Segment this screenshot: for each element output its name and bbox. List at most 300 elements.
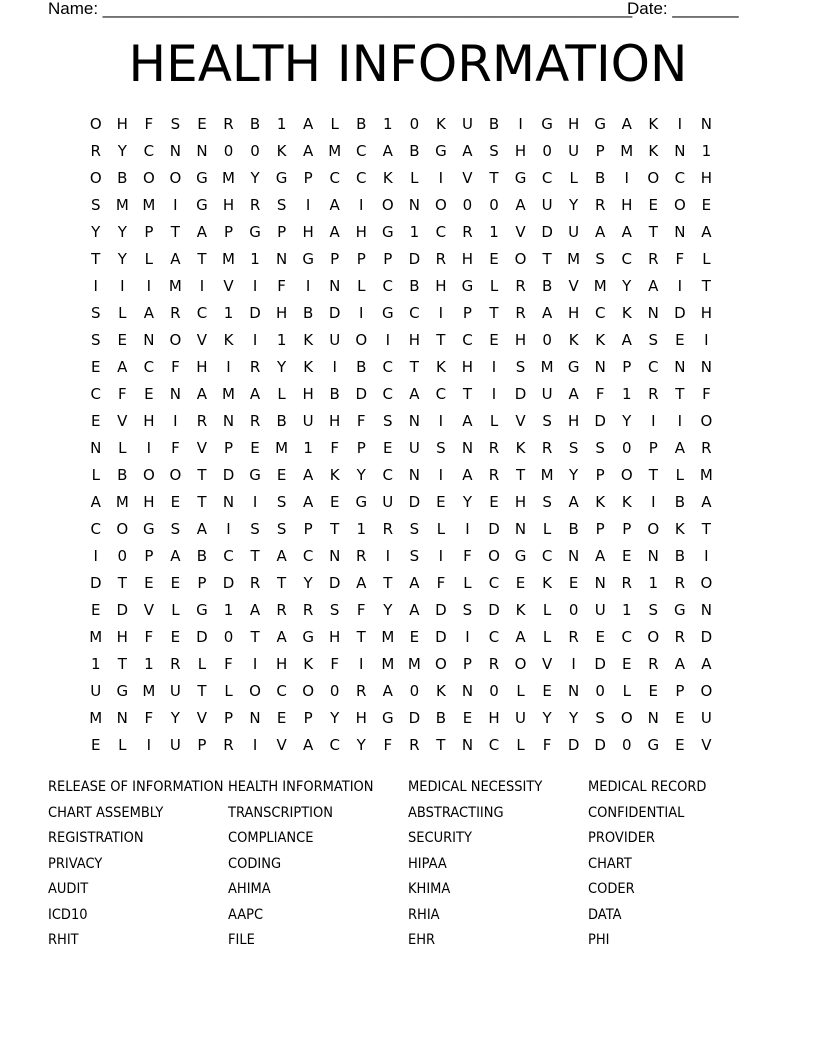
grid-letter[interactable]: R (356, 682, 367, 700)
grid-letter[interactable]: N (461, 439, 474, 457)
grid-letter[interactable]: I (677, 412, 683, 430)
grid-letter[interactable]: L (542, 628, 552, 646)
grid-letter[interactable]: M (381, 628, 395, 646)
grid-letter[interactable]: A (701, 493, 713, 511)
grid-letter[interactable]: T (701, 277, 712, 295)
grid-letter[interactable]: K (621, 304, 633, 322)
grid-letter[interactable]: D (594, 736, 607, 754)
grid-letter[interactable]: K (382, 169, 394, 187)
grid-letter[interactable]: E (489, 250, 500, 268)
grid-letter[interactable]: B (302, 304, 314, 322)
grid-letter[interactable]: A (462, 466, 474, 484)
grid-letter[interactable]: N (116, 709, 129, 727)
grid-letter[interactable]: I (120, 277, 126, 295)
grid-letter[interactable]: N (700, 358, 713, 376)
grid-letter[interactable]: B (568, 520, 580, 538)
grid-letter[interactable]: L (463, 574, 473, 592)
grid-letter[interactable]: S (648, 331, 659, 349)
grid-letter[interactable]: 1 (701, 142, 712, 160)
grid-letter[interactable]: C (223, 547, 235, 565)
grid-letter[interactable]: A (515, 196, 527, 214)
grid-letter[interactable]: S (276, 520, 287, 538)
grid-letter[interactable]: F (171, 358, 181, 376)
grid-letter[interactable]: U (169, 736, 182, 754)
grid-letter[interactable]: B (674, 493, 686, 511)
grid-letter[interactable]: Y (356, 466, 367, 484)
grid-letter[interactable]: P (277, 223, 287, 241)
grid-letter[interactable]: R (648, 655, 660, 673)
grid-letter[interactable]: F (702, 385, 712, 403)
grid-letter[interactable]: A (648, 277, 659, 295)
grid-letter[interactable]: G (249, 223, 262, 241)
grid-letter[interactable]: Y (91, 223, 101, 241)
grid-letter[interactable]: T (542, 250, 553, 268)
grid-letter[interactable]: 0 (542, 331, 553, 349)
grid-letter[interactable]: G (275, 169, 288, 187)
grid-letter[interactable]: N (568, 547, 580, 565)
grid-letter[interactable]: G (647, 736, 660, 754)
grid-letter[interactable]: S (462, 601, 473, 619)
grid-letter[interactable]: A (701, 223, 713, 241)
grid-letter[interactable]: Y (383, 601, 393, 619)
grid-letter[interactable]: M (142, 196, 156, 214)
grid-letter[interactable]: R (541, 439, 553, 457)
grid-letter[interactable]: H (222, 196, 235, 214)
grid-letter[interactable]: K (329, 466, 341, 484)
grid-letter[interactable]: M (115, 196, 130, 214)
grid-letter[interactable]: O (488, 547, 501, 565)
grid-letter[interactable]: H (461, 358, 474, 376)
grid-letter[interactable]: K (276, 142, 288, 160)
grid-letter[interactable]: F (144, 628, 154, 646)
grid-letter[interactable]: N (700, 115, 713, 133)
grid-letter[interactable]: G (567, 358, 580, 376)
grid-letter[interactable]: A (303, 142, 314, 160)
grid-letter[interactable]: A (276, 628, 288, 646)
grid-letter[interactable]: E (170, 628, 181, 646)
grid-letter[interactable]: E (170, 574, 181, 592)
grid-letter[interactable]: R (462, 223, 474, 241)
date-field-label[interactable]: Date: _______ (627, 0, 739, 18)
grid-letter[interactable]: Y (250, 169, 261, 187)
grid-letter[interactable]: P (675, 682, 685, 700)
grid-letter[interactable]: I (252, 493, 258, 511)
grid-letter[interactable]: K (435, 682, 447, 700)
grid-letter[interactable]: V (196, 439, 208, 457)
grid-letter[interactable]: V (223, 277, 235, 295)
grid-letter[interactable]: T (330, 520, 340, 538)
grid-letter[interactable]: T (489, 304, 500, 322)
grid-letter[interactable]: F (171, 439, 181, 457)
grid-letter[interactable]: T (701, 520, 712, 538)
grid-letter[interactable]: N (329, 277, 341, 295)
grid-letter[interactable]: O (647, 628, 660, 646)
grid-letter[interactable]: 1 (648, 574, 659, 592)
grid-letter[interactable]: K (542, 574, 553, 592)
grid-letter[interactable]: N (700, 601, 713, 619)
grid-letter[interactable]: O (700, 412, 713, 430)
grid-letter[interactable]: S (515, 358, 526, 376)
grid-letter[interactable]: S (568, 439, 579, 457)
grid-letter[interactable]: L (622, 682, 632, 700)
grid-letter[interactable]: I (173, 196, 179, 214)
grid-letter[interactable]: S (409, 547, 420, 565)
grid-letter[interactable]: R (488, 466, 500, 484)
grid-letter[interactable]: R (515, 277, 527, 295)
grid-letter[interactable]: R (276, 601, 288, 619)
grid-letter[interactable]: C (435, 385, 447, 403)
grid-letter[interactable]: 0 (223, 142, 234, 160)
grid-letter[interactable]: N (594, 358, 607, 376)
grid-letter[interactable]: L (410, 169, 420, 187)
grid-letter[interactable]: N (408, 466, 421, 484)
grid-letter[interactable]: O (700, 682, 713, 700)
grid-letter[interactable]: A (303, 466, 314, 484)
grid-letter[interactable]: M (89, 628, 103, 646)
grid-letter[interactable]: S (250, 520, 261, 538)
grid-letter[interactable]: I (305, 277, 311, 295)
grid-letter[interactable]: 1 (303, 439, 314, 457)
grid-letter[interactable]: A (382, 682, 394, 700)
grid-letter[interactable]: T (383, 574, 393, 592)
grid-letter[interactable]: O (169, 466, 182, 484)
grid-letter[interactable]: R (249, 358, 261, 376)
grid-letter[interactable]: E (91, 358, 101, 376)
grid-letter[interactable]: T (462, 385, 473, 403)
grid-letter[interactable]: S (648, 601, 659, 619)
grid-letter[interactable]: M (328, 142, 342, 160)
grid-letter[interactable]: I (305, 196, 311, 214)
grid-letter[interactable]: A (621, 115, 633, 133)
grid-letter[interactable]: R (674, 628, 686, 646)
grid-letter[interactable]: I (93, 547, 99, 565)
grid-letter[interactable]: M (620, 142, 634, 160)
grid-letter[interactable]: B (435, 709, 447, 727)
grid-letter[interactable]: O (89, 169, 103, 187)
grid-letter[interactable]: E (515, 574, 526, 592)
grid-letter[interactable]: U (594, 601, 607, 619)
grid-letter[interactable]: Y (117, 250, 128, 268)
grid-letter[interactable]: U (329, 331, 341, 349)
grid-letter[interactable]: T (277, 574, 287, 592)
grid-letter[interactable]: Y (622, 277, 632, 295)
grid-letter[interactable]: F (675, 250, 685, 268)
grid-letter[interactable]: S (276, 196, 287, 214)
grid-letter[interactable]: V (276, 736, 288, 754)
grid-letter[interactable]: C (488, 574, 500, 592)
grid-letter[interactable]: 1 (409, 223, 420, 241)
grid-letter[interactable]: N (461, 682, 474, 700)
grid-letter[interactable]: E (170, 493, 181, 511)
grid-letter[interactable]: K (303, 331, 314, 349)
grid-letter[interactable]: D (89, 574, 103, 592)
grid-letter[interactable]: E (595, 628, 606, 646)
grid-letter[interactable]: N (275, 250, 288, 268)
grid-letter[interactable]: L (516, 736, 526, 754)
grid-letter[interactable]: Y (277, 358, 287, 376)
grid-letter[interactable]: S (276, 493, 287, 511)
grid-letter[interactable]: R (249, 196, 261, 214)
grid-letter[interactable]: S (595, 250, 606, 268)
grid-letter[interactable]: M (142, 682, 156, 700)
grid-letter[interactable]: S (595, 709, 606, 727)
grid-letter[interactable]: R (488, 439, 500, 457)
grid-letter[interactable]: R (382, 520, 394, 538)
grid-letter[interactable]: R (648, 250, 660, 268)
grid-letter[interactable]: K (648, 142, 659, 160)
grid-letter[interactable]: T (515, 466, 526, 484)
grid-letter[interactable]: E (568, 574, 579, 592)
grid-letter[interactable]: L (171, 601, 181, 619)
grid-letter[interactable]: T (356, 628, 367, 646)
grid-letter[interactable]: N (647, 304, 660, 322)
grid-letter[interactable]: F (595, 385, 605, 403)
grid-letter[interactable]: M (407, 655, 422, 673)
grid-letter[interactable]: M (275, 439, 289, 457)
grid-letter[interactable]: E (117, 331, 128, 349)
grid-letter[interactable]: Y (569, 466, 579, 484)
grid-letter[interactable]: H (329, 412, 341, 430)
grid-letter[interactable]: I (359, 304, 364, 322)
grid-letter[interactable]: H (196, 358, 209, 376)
grid-letter[interactable]: E (489, 493, 500, 511)
grid-letter[interactable]: D (594, 655, 607, 673)
grid-letter[interactable]: L (118, 304, 127, 322)
grid-letter[interactable]: 0 (595, 682, 606, 700)
grid-letter[interactable]: R (648, 385, 660, 403)
grid-letter[interactable]: R (302, 601, 314, 619)
grid-letter[interactable]: C (356, 142, 367, 160)
grid-letter[interactable]: B (488, 115, 500, 133)
grid-letter[interactable]: A (674, 655, 686, 673)
grid-letter[interactable]: O (302, 682, 315, 700)
grid-letter[interactable]: F (436, 574, 446, 592)
grid-letter[interactable]: P (648, 439, 659, 457)
grid-letter[interactable]: 0 (250, 142, 261, 160)
grid-letter[interactable]: G (594, 115, 607, 133)
grid-letter[interactable]: C (90, 385, 102, 403)
grid-letter[interactable]: N (514, 520, 527, 538)
grid-letter[interactable]: K (621, 493, 633, 511)
grid-letter[interactable]: G (381, 709, 395, 727)
grid-letter[interactable]: E (276, 466, 287, 484)
grid-letter[interactable]: B (541, 277, 553, 295)
grid-letter[interactable]: 0 (489, 196, 500, 214)
grid-letter[interactable]: 0 (223, 628, 234, 646)
grid-letter[interactable]: C (382, 277, 394, 295)
grid-letter[interactable]: E (383, 439, 394, 457)
grid-letter[interactable]: O (647, 520, 660, 538)
grid-letter[interactable]: A (170, 250, 182, 268)
grid-letter[interactable]: L (277, 385, 287, 403)
grid-letter[interactable]: H (302, 223, 315, 241)
grid-letter[interactable]: S (90, 331, 102, 349)
grid-letter[interactable]: K (515, 439, 526, 457)
grid-letter[interactable]: I (704, 547, 710, 565)
grid-letter[interactable]: 1 (144, 655, 155, 673)
grid-letter[interactable]: G (302, 250, 315, 268)
grid-letter[interactable]: N (408, 196, 421, 214)
grid-letter[interactable]: I (438, 169, 444, 187)
grid-letter[interactable]: M (593, 277, 608, 295)
grid-letter[interactable]: H (355, 223, 368, 241)
grid-letter[interactable]: H (700, 169, 713, 187)
grid-letter[interactable]: P (356, 439, 367, 457)
grid-letter[interactable]: 0 (621, 736, 633, 754)
grid-letter[interactable]: L (118, 736, 127, 754)
grid-letter[interactable]: C (329, 169, 341, 187)
grid-letter[interactable]: 1 (90, 655, 102, 673)
grid-letter[interactable]: R (515, 304, 527, 322)
grid-letter[interactable]: C (674, 169, 686, 187)
grid-letter[interactable]: T (675, 385, 685, 403)
grid-letter[interactable]: E (648, 196, 659, 214)
grid-letter[interactable]: I (332, 358, 338, 376)
grid-letter[interactable]: 1 (223, 304, 234, 322)
grid-letter[interactable]: U (541, 385, 554, 403)
grid-letter[interactable]: D (249, 304, 262, 322)
grid-letter[interactable]: N (222, 493, 235, 511)
grid-letter[interactable]: L (197, 655, 207, 673)
grid-letter[interactable]: D (435, 601, 448, 619)
grid-letter[interactable]: Y (569, 196, 579, 214)
grid-letter[interactable]: A (117, 358, 128, 376)
grid-letter[interactable]: H (621, 196, 633, 214)
grid-letter[interactable]: S (383, 412, 394, 430)
grid-letter[interactable]: N (408, 412, 421, 430)
grid-letter[interactable]: C (382, 466, 394, 484)
grid-letter[interactable]: B (249, 115, 261, 133)
grid-letter[interactable]: A (621, 223, 633, 241)
grid-letter[interactable]: K (648, 115, 659, 133)
grid-letter[interactable]: K (674, 520, 686, 538)
grid-letter[interactable]: H (568, 412, 580, 430)
grid-letter[interactable]: A (196, 223, 208, 241)
grid-letter[interactable]: G (196, 196, 209, 214)
grid-letter[interactable]: F (224, 655, 234, 673)
grid-letter[interactable]: S (409, 520, 420, 538)
grid-letter[interactable]: K (435, 115, 447, 133)
grid-letter[interactable]: R (196, 412, 208, 430)
grid-letter[interactable]: S (595, 439, 606, 457)
grid-letter[interactable]: G (461, 277, 474, 295)
grid-letter[interactable]: E (701, 196, 712, 214)
grid-letter[interactable]: D (116, 601, 129, 619)
grid-letter[interactable]: O (355, 331, 368, 349)
grid-letter[interactable]: C (648, 358, 660, 376)
grid-letter[interactable]: U (382, 493, 394, 511)
grid-letter[interactable]: B (117, 169, 128, 187)
grid-letter[interactable]: I (465, 628, 471, 646)
grid-letter[interactable]: H (514, 493, 527, 511)
grid-letter[interactable]: L (702, 250, 712, 268)
grid-letter[interactable]: K (303, 358, 314, 376)
grid-letter[interactable]: O (142, 466, 156, 484)
grid-letter[interactable]: I (491, 358, 497, 376)
grid-letter[interactable]: A (595, 547, 606, 565)
grid-letter[interactable]: H (461, 250, 474, 268)
grid-letter[interactable]: C (196, 304, 208, 322)
grid-letter[interactable]: A (196, 520, 208, 538)
grid-letter[interactable]: C (621, 628, 633, 646)
grid-letter[interactable]: N (329, 547, 341, 565)
grid-letter[interactable]: F (144, 115, 154, 133)
grid-letter[interactable]: M (567, 250, 581, 268)
grid-letter[interactable]: A (674, 439, 686, 457)
grid-letter[interactable]: G (381, 223, 395, 241)
grid-letter[interactable]: 1 (223, 601, 234, 619)
grid-letter[interactable]: D (328, 304, 341, 322)
grid-letter[interactable]: D (514, 385, 527, 403)
grid-letter[interactable]: S (329, 601, 340, 619)
grid-letter[interactable]: I (226, 520, 232, 538)
grid-letter[interactable]: I (252, 331, 258, 349)
grid-letter[interactable]: D (408, 493, 421, 511)
grid-letter[interactable]: U (700, 709, 713, 727)
grid-letter[interactable]: G (116, 682, 129, 700)
grid-letter[interactable]: I (465, 520, 471, 538)
grid-letter[interactable]: D (541, 223, 554, 241)
grid-letter[interactable]: D (222, 574, 235, 592)
grid-letter[interactable]: I (146, 439, 152, 457)
grid-letter[interactable]: I (571, 655, 577, 673)
grid-letter[interactable]: O (673, 196, 687, 214)
grid-letter[interactable]: A (568, 385, 580, 403)
grid-letter[interactable]: N (90, 439, 102, 457)
grid-letter[interactable]: B (595, 169, 606, 187)
grid-letter[interactable]: N (674, 223, 686, 241)
grid-letter[interactable]: I (704, 331, 710, 349)
grid-letter[interactable]: Y (569, 709, 579, 727)
grid-letter[interactable]: C (541, 169, 553, 187)
grid-letter[interactable]: A (143, 304, 155, 322)
grid-letter[interactable]: P (356, 250, 367, 268)
grid-letter[interactable]: 1 (621, 385, 633, 403)
grid-letter[interactable]: N (647, 547, 660, 565)
grid-letter[interactable]: K (515, 601, 526, 619)
name-field-label[interactable]: Name: ________________________________________________________ (48, 0, 633, 18)
grid-letter[interactable]: D (328, 574, 341, 592)
grid-letter[interactable]: L (675, 466, 685, 484)
grid-letter[interactable]: A (356, 574, 367, 592)
grid-letter[interactable]: D (700, 628, 713, 646)
grid-letter[interactable]: T (648, 466, 659, 484)
grid-letter[interactable]: U (169, 682, 182, 700)
grid-letter[interactable]: N (196, 142, 209, 160)
grid-letter[interactable]: M (222, 169, 236, 187)
grid-letter[interactable]: Y (170, 709, 181, 727)
grid-letter[interactable]: A (462, 412, 474, 430)
grid-letter[interactable]: N (647, 709, 660, 727)
grid-letter[interactable]: 0 (489, 682, 500, 700)
grid-letter[interactable]: D (196, 628, 209, 646)
grid-letter[interactable]: V (701, 736, 713, 754)
grid-letter[interactable]: A (249, 385, 261, 403)
grid-letter[interactable]: V (515, 412, 527, 430)
grid-letter[interactable]: E (329, 493, 340, 511)
grid-letter[interactable]: 1 (250, 250, 261, 268)
grid-letter[interactable]: V (196, 331, 208, 349)
grid-letter[interactable]: O (434, 196, 448, 214)
grid-letter[interactable]: E (436, 493, 447, 511)
grid-letter[interactable]: V (462, 169, 474, 187)
grid-letter[interactable]: E (462, 709, 473, 727)
grid-letter[interactable]: U (568, 223, 580, 241)
grid-letter[interactable]: G (674, 601, 687, 619)
grid-letter[interactable]: E (409, 628, 420, 646)
grid-letter[interactable]: I (173, 412, 179, 430)
grid-letter[interactable]: D (408, 709, 421, 727)
